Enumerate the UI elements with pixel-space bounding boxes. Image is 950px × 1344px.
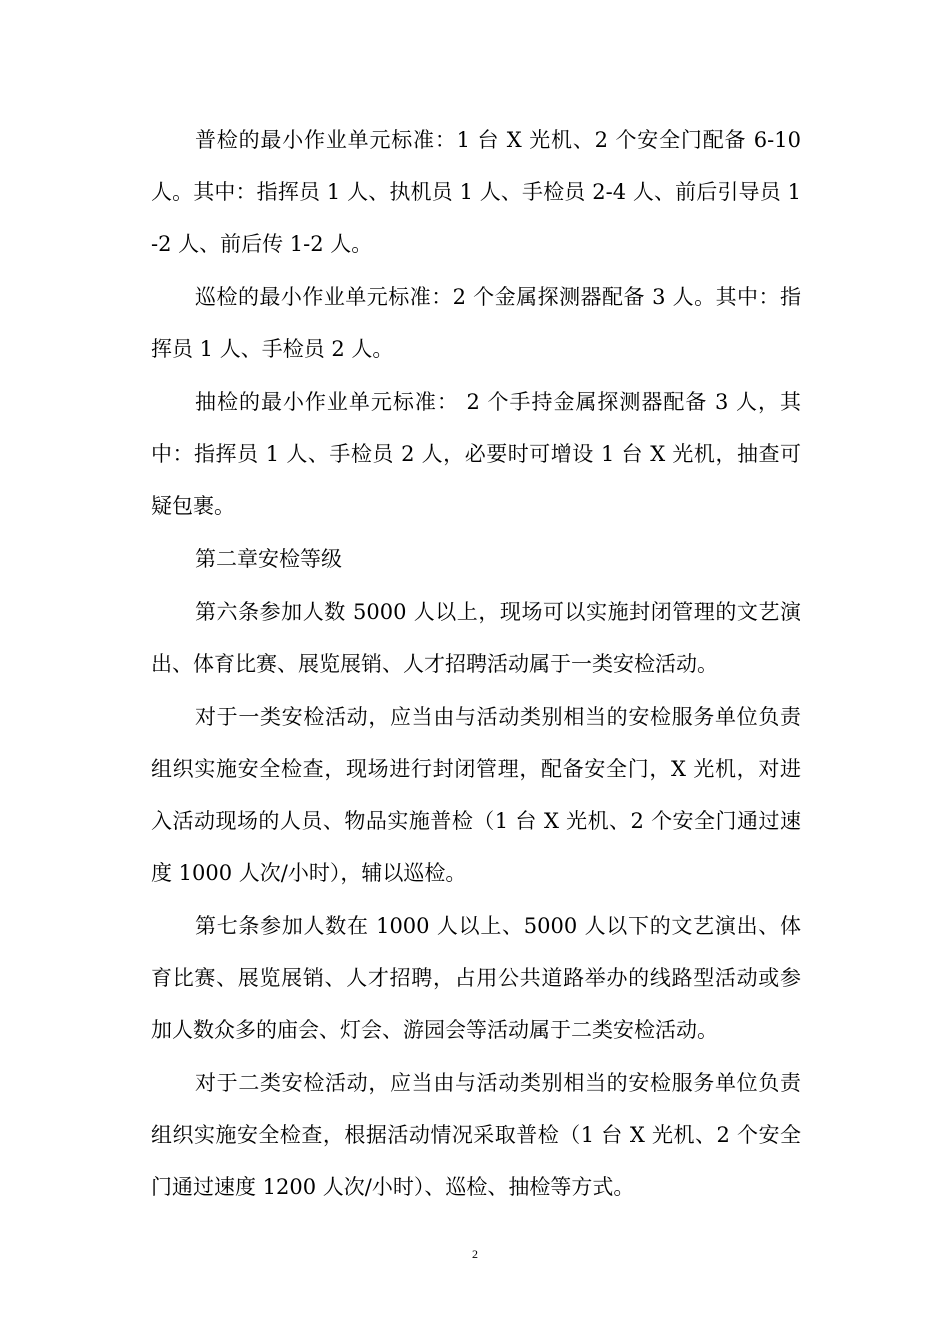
paragraph-class-one-requirements: 对于一类安检活动，应当由与活动类别相当的安检服务单位负责组织实施安全检查，现场进行封闭管理，配备安全门，X 光机，对进入活动现场的人员、物品实施普检（1 台 X 光机、2 个安全门通过速度 1000 人次/小时），辅以巡检。: [151, 705, 801, 885]
paragraph-article-seven: 第七条参加人数在 1000 人以上、5000 人以下的文艺演出、体育比赛、展览展销、人才招聘，占用公共道路举办的线路型活动或参加人数众多的庙会、灯会、游园会等活动属于二类安检活动。: [151, 914, 801, 1042]
paragraph-class-two-requirements: 对于二类安检活动，应当由与活动类别相当的安检服务单位负责组织实施安全检查，根据活动情况采取普检（1 台 X 光机、2 个安全门通过速度 1200 人次/小时）、巡检、抽检等方式。: [151, 1071, 801, 1199]
body-text: [151, 114, 801, 1214]
paragraph-patrol-inspection: 巡检的最小作业单元标准：2 个金属探测器配备 3 人。其中：指挥员 1 人、手检员 2 人。: [151, 285, 801, 361]
page-number: 2: [472, 1247, 478, 1261]
paragraph-spot-inspection: 抽检的最小作业单元标准： 2 个手持金属探测器配备 3 人，其中：指挥员 1 人、手检员 2 人，必要时可增设 1 台 X 光机，抽查可疑包裹。: [151, 390, 801, 518]
paragraph-general-inspection: 普检的最小作业单元标准：1 台 X 光机、2 个安全门配备 6-10 人。其中：指挥员 1 人、执机员 1 人、手检员 2-4 人、前后引导员 1-2 人、前后传 1-2 人。: [151, 128, 801, 256]
paragraph-article-six: 第六条参加人数 5000 人以上，现场可以实施封闭管理的文艺演出、体育比赛、展览展销、人才招聘活动属于一类安检活动。: [151, 600, 801, 676]
chapter-heading: 第二章安检等级: [195, 547, 342, 571]
